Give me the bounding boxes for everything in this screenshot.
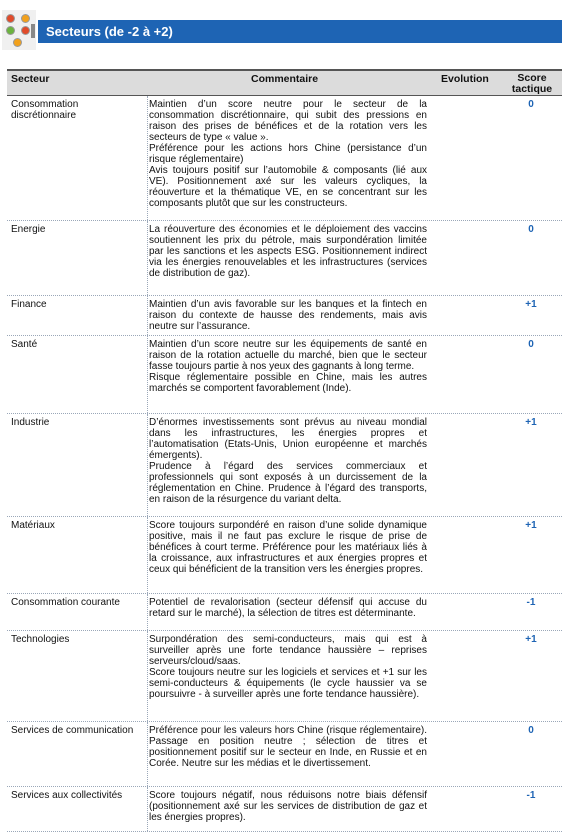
comment-paragraph: Score toujours neutre sur les logiciels et services et +1 sur les semi-conducteurs & équipements (le cycle haussier va se poursuivre - à surveiller après une forte tendance haussière). (149, 667, 427, 700)
sector-name: Matériaux (11, 520, 55, 531)
tactical-score: 0 (528, 224, 534, 235)
table-row (7, 296, 562, 336)
sector-comment (149, 725, 427, 769)
column-divider (147, 336, 148, 413)
sector-comment (149, 299, 427, 332)
sector-comment (149, 417, 427, 505)
comment-paragraph: Score toujours surpondéré en raison d’une solide dynamique positive, mais il ne faut pas exclure le risque de prise de bénéfices à court terme. Préférence pour les matériaux liés à la croissance, aux infrastructures et aux énergies propres et ceux qui bénéficient de la transition vers les énergies propres. (149, 520, 427, 575)
column-divider (147, 631, 148, 721)
sector-comment (149, 224, 427, 279)
sector-comment (149, 339, 427, 394)
comment-paragraph: Maintien d’un score neutre sur les équipements de santé en raison de la rotation actuelle du marché, bien que le secteur fasse toujours partie à nos yeux des gagnants à long terme. (149, 339, 427, 372)
comment-paragraph: Score toujours négatif, nous réduisons notre biais défensif (positionnement axé sur les services de distribution de gaz et les énergies propres). (149, 790, 427, 823)
sector-name: Technologies (11, 634, 70, 645)
comment-paragraph: La réouverture des économies et le déploiement des vaccins soutiennent les prix du pétrole, mais surpondération limitée par les sanctions et les aspects ESG. Positionnement indirect via les énergies renouvelables et les infrastructures (services de distribution de gaz). (149, 224, 427, 279)
tactical-score: +1 (525, 299, 537, 310)
sector-comment (149, 634, 427, 700)
table-row (7, 414, 562, 517)
column-divider (147, 96, 148, 220)
sector-comment (149, 790, 427, 823)
table-body (7, 96, 562, 832)
tactical-score: 0 (528, 725, 534, 736)
comment-paragraph: Préférence pour les actions hors Chine (persistance d’un risque réglementaire) (149, 143, 427, 165)
section-header (2, 10, 562, 50)
comment-paragraph: D’énormes investissements sont prévus au niveau mondial dans les infrastructures, les énergies propres et l’automatisation (Etats-Unis, Union européenne et marchés émergents). (149, 417, 427, 461)
traffic-light-logo-icon (2, 10, 36, 50)
comment-paragraph: Prudence à l’égard des services commerciaux et professionnels qui sont exposés à un durcissement de la réglementation en Chine. Prudence à l’égard des transports, en raison de la résurgence du variant delta. (149, 461, 427, 505)
tactical-score: +1 (525, 520, 537, 531)
tactical-score: 0 (528, 99, 534, 110)
sector-name: Finance (11, 299, 47, 310)
tactical-score: +1 (525, 634, 537, 645)
column-divider (147, 787, 148, 831)
tactical-score: 0 (528, 339, 534, 350)
table-row (7, 787, 562, 832)
tactical-score: -1 (526, 790, 536, 801)
sector-name: Consommation courante (11, 597, 120, 608)
sector-name: Santé (11, 339, 38, 350)
table-header-row (7, 69, 562, 96)
column-divider (147, 594, 148, 630)
comment-paragraph: Maintien d’un avis favorable sur les banques et la fintech en raison du contexte de hausse des rendements, mais avis neutre sur l’assurance. (149, 299, 427, 332)
column-header-comment: Commentaire (251, 73, 319, 85)
comment-paragraph: Préférence pour les valeurs hors Chine (risque réglementaire). Passage en position neutre ; sélection de titres et positionnement positif sur le secteur en Inde, en Russie et en Corée. Neutre sur les médias et le divertissement. (149, 725, 427, 769)
sector-table (7, 69, 562, 832)
page-title: Secteurs (de -2 à +2) (38, 20, 562, 43)
comment-paragraph: Avis toujours positif sur l’automobile & composants (lié aux VE). Positionnement axé sur les valeurs cycliques, la réouverture et la thématique VE, en se concentrant sur les composants plutôt que sur les constructeurs. (149, 165, 427, 209)
table-row (7, 722, 562, 787)
column-divider (147, 221, 148, 295)
table-row (7, 96, 562, 221)
column-divider (147, 414, 148, 516)
comment-paragraph: Surpondération des semi-conducteurs, mais qui est à surveiller après une forte tendance haussière – reprises serveurs/cloud/saas. (149, 634, 427, 667)
table-row (7, 631, 562, 722)
sector-name: Services aux collectivités (11, 790, 123, 801)
column-divider (147, 517, 148, 593)
sector-comment (149, 99, 427, 209)
tactical-score: -1 (526, 597, 536, 608)
sector-comment (149, 597, 427, 619)
column-header-sector: Secteur (11, 73, 50, 85)
comment-paragraph: Potentiel de revalorisation (secteur défensif qui accuse du retard sur le marché), la sélection de titres est déterminante. (149, 597, 427, 619)
table-row (7, 336, 562, 414)
column-header-score: Score tactique (511, 72, 553, 95)
column-divider (147, 296, 148, 335)
sector-name: Services de communication (11, 725, 134, 736)
sector-name: Energie (11, 224, 46, 235)
table-row (7, 594, 562, 631)
comment-paragraph: Maintien d’un score neutre pour le secteur de la consommation discrétionnaire, qui subit des pressions en raison des prises de bénéfices et de la rotation vers les secteurs de type « value ». (149, 99, 427, 143)
sector-comment (149, 520, 427, 575)
column-divider (147, 722, 148, 786)
tactical-score: +1 (525, 417, 537, 428)
table-row (7, 517, 562, 594)
comment-paragraph: Risque réglementaire possible en Chine, mais les autres marchés se comportent favorablement (Inde). (149, 372, 427, 394)
sector-name: Consommation discrétionnaire (11, 99, 79, 121)
table-row (7, 221, 562, 296)
sector-name: Industrie (11, 417, 50, 428)
column-header-evolution: Evolution (441, 73, 489, 85)
